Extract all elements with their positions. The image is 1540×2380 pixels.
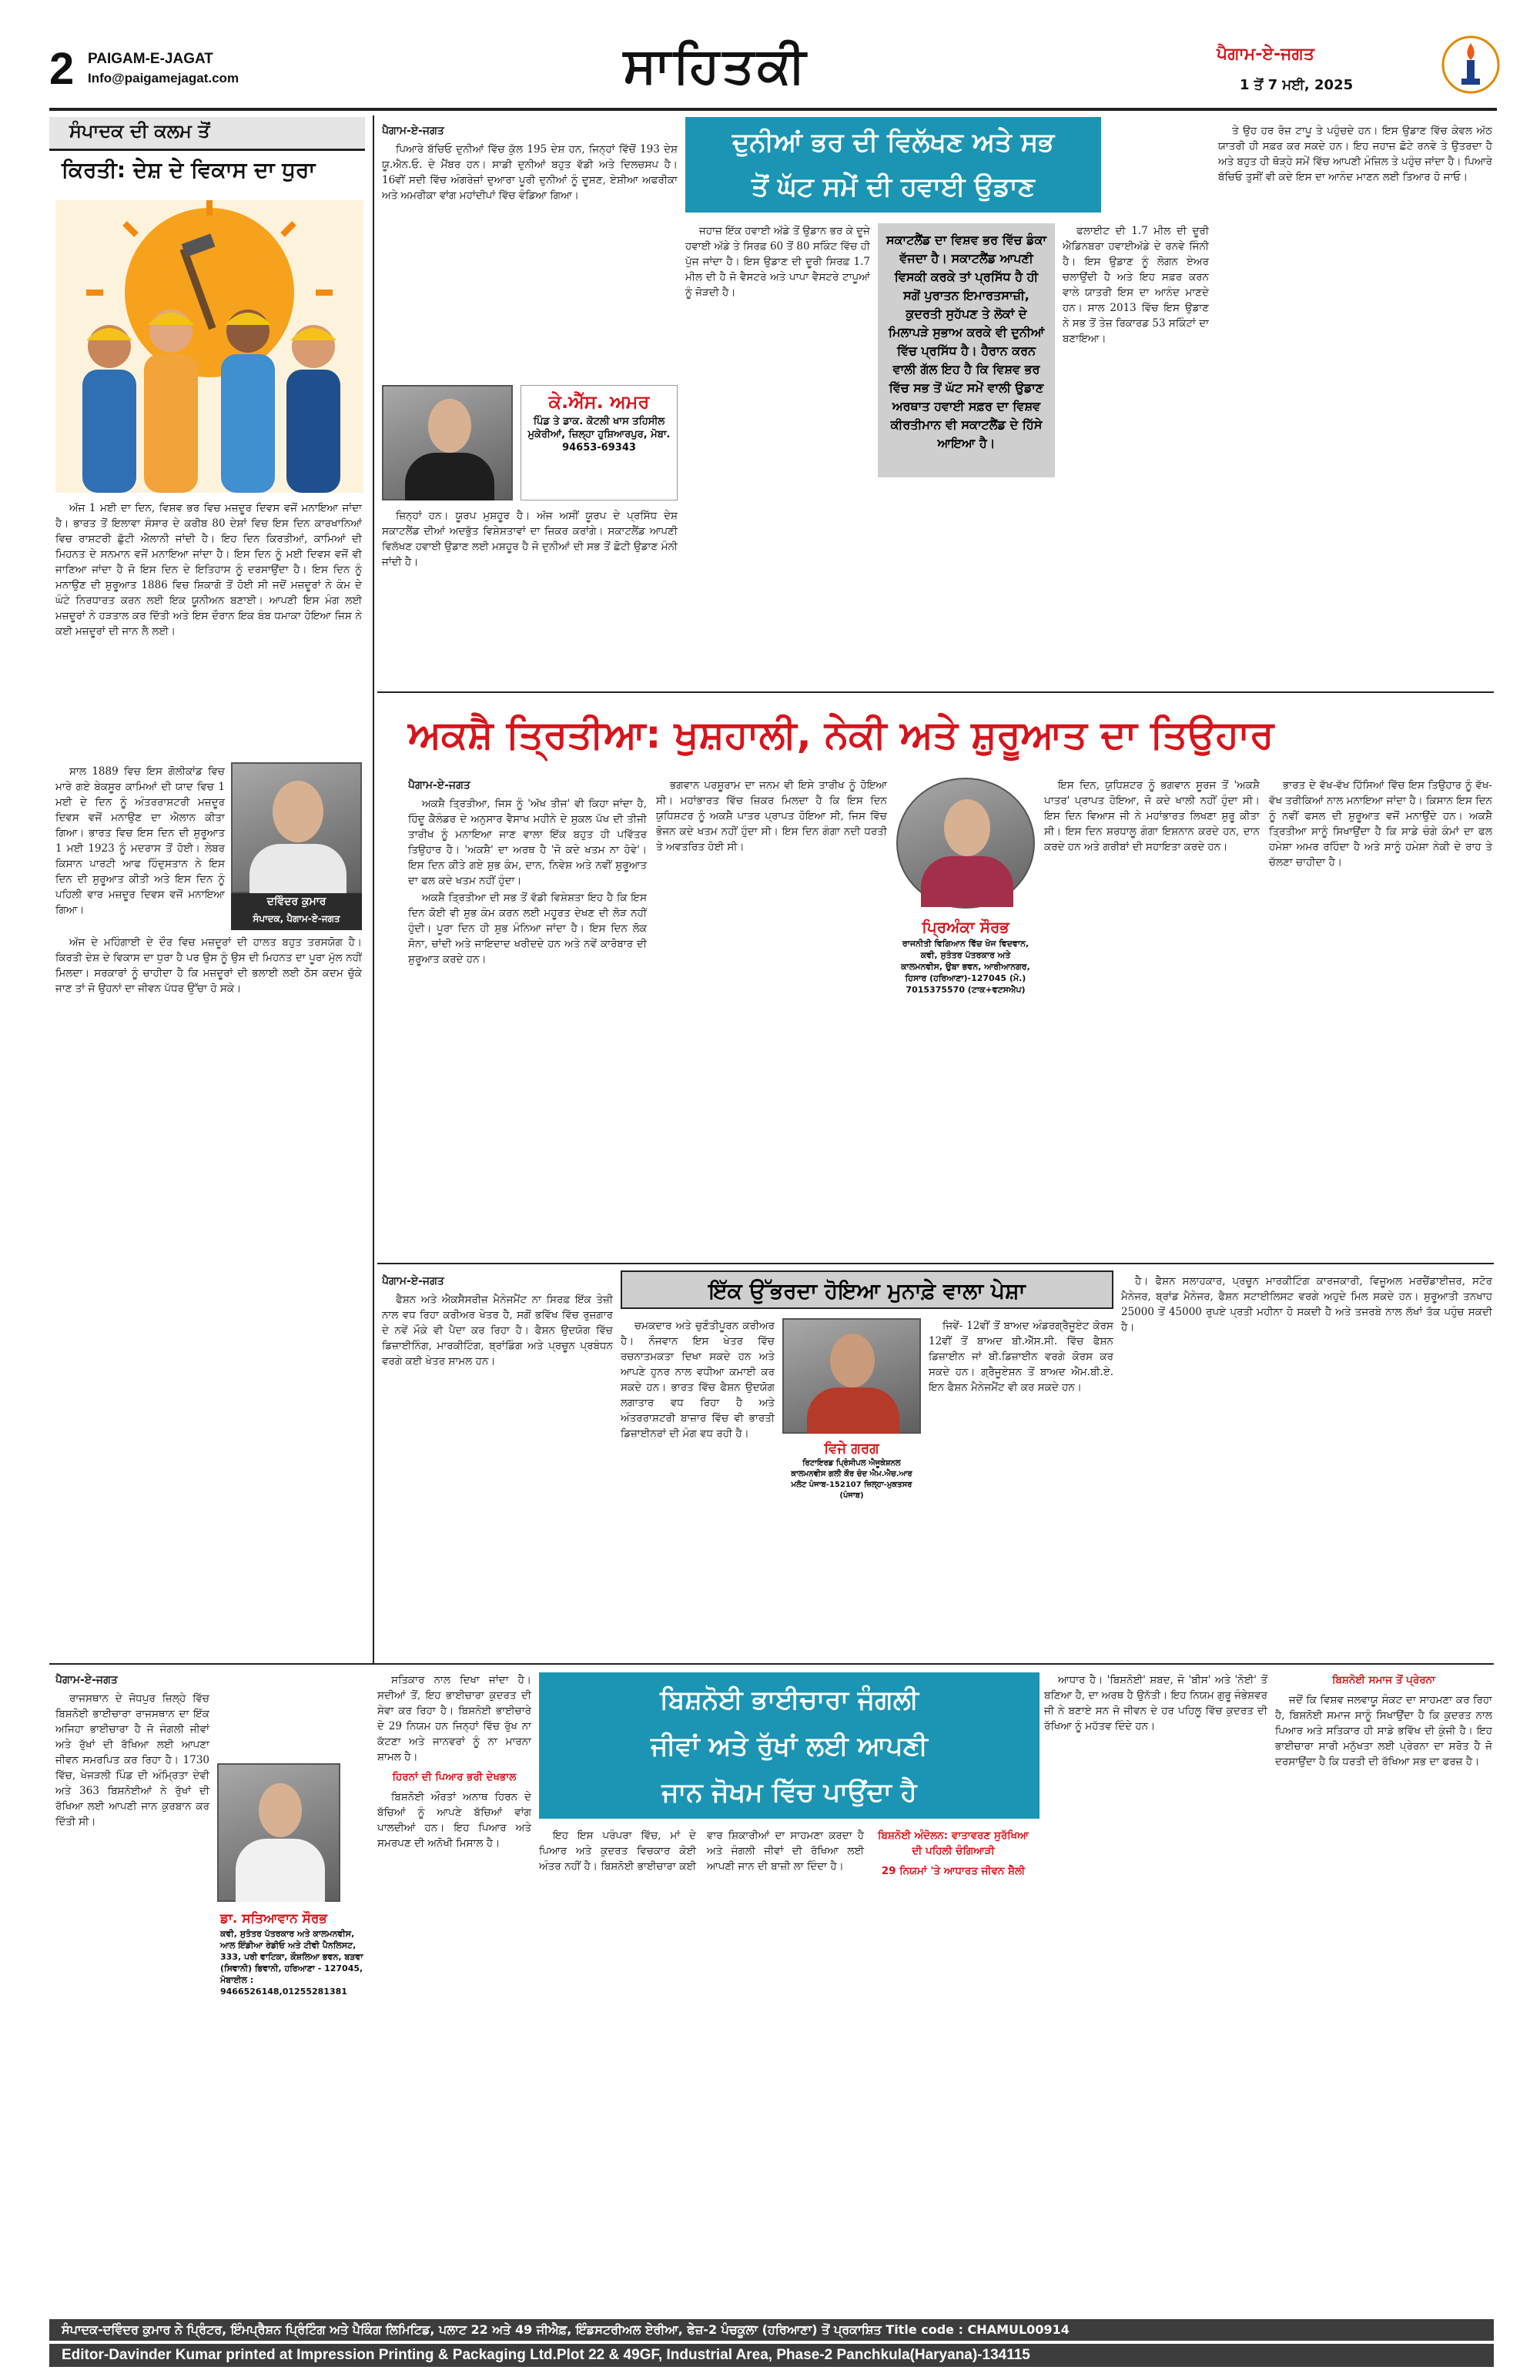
bishnoi-text-3: [539, 1828, 1032, 2305]
fashion-author-details: ਰਿਟਾਇਰਡ ਪ੍ਰਿੰਸੀਪਲ ਐਜੂਕੇਸ਼ਨਲ ਕਾਲਮਨਵੀਸ ਗਲੀ ਕੌਰ ਚੰਦ ਐਮ.ਐਚ.ਆਰ ਮਲੋਟ ਪੰਜਾਬ-152107 ਜ਼ਿਲ੍ਹਾ-ਮੁਕਤਸਰ (ਪੰਜਾਬ): [791, 1459, 912, 1500]
fashion-paragraph: ਜਿਵੇਂ- 12ਵੀਂ ਤੋਂ ਬਾਅਦ ਅੰਡਰਗ੍ਰੈਜੂਏਟ ਕੋਰਸ 12ਵੀਂ ਤੋਂ ਬਾਅਦ ਬੀ.ਐੱਸ.ਸੀ. ਵਿੱਚ ਫੈਸ਼ਨ ਡਿਜ਼ਾਈਨ ਜਾਂ ਬੀ.ਡਿਜ਼ਾਈਨ ਵਰਗੇ ਕੋਰਸ ਕਰ ਸਕਦੇ ਹਨ। ਗ੍ਰੈਜੂਏਸ਼ਨ ਤੋਂ ਬਾਅਦ ਐਮ.ਬੀ.ਏ. ਇਨ ਫੈਸ਼ਨ ਮੈਨੇਜਮੈਂਟ ਵੀ ਕਰ ਸਕਦੇ ਹਨ।: [929, 1320, 1113, 1394]
akshaya-author-box: [896, 913, 1035, 1036]
akshaya-author-details: ਰਾਜਨੀਤੀ ਵਿਗਿਆਨ ਵਿੱਚ ਖੋਜ ਵਿਦਵਾਨ, ਕਵੀ, ਸੁਤੰਤਰ ਪੱਤਰਕਾਰ ਅਤੇ ਕਾਲਮਨਵੀਸ, ਉਬਾ ਭਵਨ, ਆਰੀਆਨਗਰ, ਹਿਸਾਰ (ਹਰਿਆਣਾ)-127045 (ਮੋ.) 7015375570 (ਟਾਕ+ਵਟਸਐਪ): [901, 939, 1030, 995]
footer-printer-line: Editor-Davinder Kumar printed at Impression Printing & Packaging Ltd.Plot 22 & 49GF, Industrial Area, Phase-2 Panchkula(Haryana)-134115: [49, 2344, 1494, 2367]
paper-email[interactable]: Info@paigamejagat.com: [88, 71, 239, 85]
bishnoi-paragraph: ਜਦੋਂ ਕਿ ਵਿਸ਼ਵ ਜਲਵਾਯੂ ਸੰਕਟ ਦਾ ਸਾਹਮਣਾ ਕਰ ਰਿਹਾ ਹੈ, ਬਿਸ਼ਨੋਈ ਸਮਾਜ ਸਾਨੂੰ ਸਿਖਾਉਂਦਾ ਹੈ ਕਿ ਕੁਦਰਤ ਨਾਲ ਪਿਆਰ ਅਤੇ ਸਤਿਕਾਰ ਹੀ ਸਾਡੇ ਭਵਿੱਖ ਦੀ ਕੁੰਜੀ ਹੈ। ਇਹ ਭਾਈਚਾਰਾ ਸਾਰੀ ਮਨੁੱਖਤਾ ਲਈ ਪ੍ਰੇਰਨਾ ਦਾ ਸਰੋਤ ਹੈ ਜੋ ਦਰਸਾਉਂਦਾ ਹੈ ਕਿ ਧਰਤੀ ਦੀ ਰੱਖਿਆ ਸਭ ਦਾ ਫਰਜ਼ ਹੈ।: [1275, 1694, 1492, 1768]
section-rule: [377, 1263, 1494, 1264]
header-brand: ਪੈਗਾਮ-ਏ-ਜਗਤ: [1217, 45, 1314, 64]
bishnoi-author-photo: [217, 1763, 340, 1902]
bishnoi-text-2: [377, 1672, 531, 2304]
flight-byline: ਪੈਗਾਮ-ਏ-ਜਗਤ: [382, 125, 444, 137]
flight-author-details: ਪਿੰਡ ਤੇ ਡਾਕ. ਕੋਟਲੀ ਖਾਸ ਤਹਿਸੀਲ ਮੁਕੇਰੀਆਂ, ਜ਼ਿਲ੍ਹਾ ਹੁਸ਼ਿਆਰਪੁਰ, ਮੋਬਾ. 94653-69343: [527, 416, 671, 454]
fashion-text-1: [382, 1274, 613, 1635]
bishnoi-author-name: ਡਾ. ਸਤਿਆਵਾਨ ਸੌਰਭ: [220, 1911, 327, 1926]
flight-author-name: ਕੇ.ਐੱਸ. ਅਮਰ: [548, 391, 650, 413]
bishnoi-paragraph: ਆਧਾਰ ਹੈ। 'ਬਿਸ਼ਨੋਈ' ਸ਼ਬਦ, ਜੋ 'ਬੀਸ' ਅਤੇ 'ਨੋਈ' ਤੋਂ ਬਣਿਆ ਹੈ, ਦਾ ਅਰਥ ਹੈ ਉਨੱਤੀ। ਇਹ ਨਿਯਮ ਗੁਰੂ ਜੰਭੇਸ਼ਵਰ ਜੀ ਨੇ ਬਣਾਏ ਸਨ ਜੋ ਜੀਵਨ ਦੇ ਹਰ ਪਹਿਲੂ ਵਿੱਚ ਕੁਦਰਤ ਦੀ ਰੱਖਿਆ ਨੂੰ ਮਹੱਤਵ ਦਿੰਦੇ ਹਨ।: [1044, 1674, 1267, 1732]
flight-text-4: [1063, 223, 1209, 685]
page-header: [0, 0, 1540, 115]
akshaya-byline: ਪੈਗਾਮ-ਏ-ਜਗਤ: [408, 779, 470, 792]
flight-paragraph: ਤੇ ਉਹ ਹਰ ਰੋਜ਼ ਟਾਪੂ ਤੇ ਪਹੁੰਚਦੇ ਹਨ। ਇਸ ਉਡਾਣ ਵਿੱਚ ਕੇਵਲ ਅੱਠ ਯਾਤਰੀ ਹੀ ਸਫ਼ਰ ਕਰ ਸਕਦੇ ਹਨ। ਇਹ ਜਹਾਜ਼ ਛੋਟੇ ਰਨਵੇ ਤੇ ਉਤਰਦਾ ਹੈ ਅਤੇ ਬਹੁਤ ਹੀ ਥੋੜ੍ਹੇ ਸਮੇਂ ਵਿੱਚ ਆਪਣੀ ਮੰਜ਼ਿਲ ਤੇ ਪਹੁੰਚ ਜਾਂਦਾ ਹੈ। ਪਿਆਰੇ ਬੱਚਿਓ ਤੁਸੀਂ ਵੀ ਕਦੇ ਇਸ ਦਾ ਆਨੰਦ ਮਾਣਨ ਲਈ ਤਿਆਰ ਹੋ ਜਾਓ।: [1218, 125, 1492, 183]
akshaya-author-name: ਪ੍ਰਿਅੰਕਾ ਸੌਰਭ: [922, 918, 1009, 936]
editorial-paragraph: ਅੱਜ ਦੇ ਮਹਿੰਗਾਈ ਦੇ ਦੌਰ ਵਿਚ ਮਜ਼ਦੂਰਾਂ ਦੀ ਹਾਲਤ ਬਹੁਤ ਤਰਸਯੋਗ ਹੈ। ਕਿਰਤੀ ਦੇਸ਼ ਦੇ ਵਿਕਾਸ ਦਾ ਧੁਰਾ ਹੈ ਪਰ ਉਸ ਨੂੰ ਉਸ ਦੀ ਮਿਹਨਤ ਦਾ ਪੂਰਾ ਮੁੱਲ ਨਹੀਂ ਮਿਲਦਾ। ਸਰਕਾਰਾਂ ਨੂੰ ਚਾਹੀਦਾ ਹੈ ਕਿ ਮਜ਼ਦੂਰਾਂ ਦੀ ਭਲਾਈ ਲਈ ਠੋਸ ਕਦਮ ਚੁੱਕੇ ਜਾਣ ਤਾਂ ਜੋ ਉਹਨਾਂ ਦਾ ਜੀਵਨ ਪੱਧਰ ਉੱਚਾ ਹੋ ਸਕੇ।: [55, 936, 362, 995]
flight-paragraph: ਪਿਆਰੇ ਬੱਚਿਓ ਦੁਨੀਆਂ ਵਿੱਚ ਕੁੱਲ 195 ਦੇਸ਼ ਹਨ, ਜਿਨ੍ਹਾਂ ਵਿੱਚੋਂ 193 ਦੇਸ਼ ਯੂ.ਐਨ.ਓ. ਦੇ ਮੈਂਬਰ ਹਨ। ਸਾਡੀ ਦੁਨੀਆਂ ਬਹੁਤ ਵੱਡੀ ਅਤੇ ਦਿਲਚਸਪ ਹੈ। 16ਵੀਂ ਸਦੀ ਵਿੱਚ ਅੰਗਰੇਜ਼ਾਂ ਦੁਆਰਾ ਪੂਰੀ ਦੁਨੀਆਂ ਨੂੰ ਦੂਸ਼ਣ, ਏਸ਼ੀਆ ਅਫਰੀਕਾ ਅਤੇ ਅਮਰੀਕਾ ਵਾਂਗ ਮਹਾਂਦੀਪਾਂ ਵਿੱਚ ਵੰਡਿਆ ਗਿਆ।: [382, 143, 678, 202]
akshaya-headline: ਅਕਸ਼ੈ ਤ੍ਰਿਤੀਆ: ਖੁਸ਼ਹਾਲੀ, ਨੇਕੀ ਅਤੇ ਸ਼ੁਰੂਆਤ ਦਾ ਤਿਉਹਾਰ: [408, 712, 1274, 757]
akshaya-text-3: [1044, 778, 1260, 1255]
header-date: 1 ਤੋਂ 7 ਮਈ, 2025: [1240, 77, 1354, 93]
section-rule: [377, 691, 1494, 693]
akshaya-author-photo: [896, 778, 1035, 909]
editorial-text-3: [55, 935, 362, 1166]
header-rule: [49, 108, 1497, 111]
fashion-text-3: [929, 1318, 1113, 1634]
bishnoi-headline-line: ਬਿਸ਼ਨੋਈ ਭਾਈਚਾਰਾ ਜੰਗਲੀ: [660, 1685, 919, 1716]
bishnoi-subhead: ਬਿਸ਼ਨੋਈ ਸਮਾਜ ਤੋਂ ਪ੍ਰੇਰਨਾ: [1332, 1674, 1435, 1686]
bishnoi-author-details: ਕਵੀ, ਸੁਤੰਤਰ ਪੱਤਰਕਾਰ ਅਤੇ ਕਾਲਮਨਵੀਸ, ਆਲ ਇੰਡੀਆ ਰੇਡੀਓ ਅਤੇ ਟੀਵੀ ਪੈਨਲਿਸਟ, 333, ਪਰੀ ਵਾਟਿਕਾ, ਕੌਸ਼ਲਿਆ ਭਵਨ, ਬੜਵਾ (ਸਿਵਾਨੀ) ਭਿਵਾਨੀ, ਹਰਿਆਣਾ - 127045, ਮੋਬਾਈਲ : 9466526148,01255281381: [220, 1929, 363, 1997]
section-rule: [49, 1663, 1494, 1665]
akshaya-paragraph: ਅਕਸ਼ੈ ਤ੍ਰਿਤੀਆ, ਜਿਸ ਨੂੰ 'ਅੱਖ ਤੀਜ' ਵੀ ਕਿਹਾ ਜਾਂਦਾ ਹੈ, ਹਿੰਦੂ ਕੈਲੰਡਰ ਦੇ ਅਨੁਸਾਰ ਵੈਸਾਖ ਮਹੀਨੇ ਦੇ ਸ਼ੁਕਲ ਪੱਖ ਦੀ ਤੀਜੀ ਤਾਰੀਖ ਨੂੰ ਮਨਾਇਆ ਜਾਣ ਵਾਲਾ ਇੱਕ ਬਹੁਤ ਹੀ ਪਵਿੱਤਰ ਤਿਉਹਾਰ ਹੈ। 'ਅਕਸ਼ੈ' ਦਾ ਅਰਥ ਹੈ 'ਜੋ ਕਦੇ ਖਤਮ ਨਾ ਹੋਵੇ'। ਇਸ ਦਿਨ ਕੀਤੇ ਗਏ ਸ਼ੁਭ ਕੰਮ, ਦਾਨ, ਨਿਵੇਸ਼ ਅਤੇ ਨਵੀਂ ਸ਼ੁਰੂਆਤ ਦਾ ਫਲ ਕਦੇ ਖਤਮ ਨਹੀਂ ਹੁੰਦਾ।: [408, 798, 647, 887]
fashion-paragraph: ਹੈ। ਫੈਸ਼ਨ ਸਲਾਹਕਾਰ, ਪ੍ਰਚੂਨ ਮਾਰਕੀਟਿੰਗ ਕਾਰਜਕਾਰੀ, ਵਿਜ਼ੂਅਲ ਮਰਚੈਂਡਾਈਜ਼ਰ, ਸਟੋਰ ਮੈਨੇਜਰ, ਬ੍ਰਾਂਡ ਮੈਨੇਜਰ, ਫੈਸ਼ਨ ਸਟਾਈਲਿਸਟ ਵਰਗੇ ਅਹੁਦੇ ਮਿਲ ਸਕਦੇ ਹਨ। ਸ਼ੁਰੂਆਤੀ ਤਨਖਾਹ 25000 ਤੋਂ 45000 ਰੁਪਏ ਪ੍ਰਤੀ ਮਹੀਨਾ ਹੋ ਸਕਦੀ ਹੈ ਅਤੇ ਤਜਰਬੇ ਨਾਲ ਲੱਖਾਂ ਤੱਕ ਪਹੁੰਚ ਸਕਦੀ ਹੈ।: [1121, 1275, 1492, 1334]
editor-photo: [231, 762, 362, 893]
fashion-text-4: [1121, 1274, 1492, 1635]
bishnoi-byline: ਪੈਗਾਮ-ਏ-ਜਗਤ: [55, 1674, 118, 1686]
akshaya-paragraph: ਭਾਰਤ ਦੇ ਵੱਖ-ਵੱਖ ਹਿੱਸਿਆਂ ਵਿੱਚ ਇਸ ਤਿਉਹਾਰ ਨੂੰ ਵੱਖ-ਵੱਖ ਤਰੀਕਿਆਂ ਨਾਲ ਮਨਾਇਆ ਜਾਂਦਾ ਹੈ। ਕਿਸਾਨ ਇਸ ਦਿਨ ਨੂੰ ਨਵੀਂ ਫਸਲ ਦੀ ਸ਼ੁਰੂਆਤ ਵਜੋਂ ਮਨਾਉਂਦੇ ਹਨ। ਅਕਸ਼ੈ ਤ੍ਰਿਤੀਆ ਸਾਨੂੰ ਸਿਖਾਉਂਦਾ ਹੈ ਕਿ ਸਾਡੇ ਚੰਗੇ ਕੰਮਾਂ ਦਾ ਫਲ ਹਮੇਸ਼ਾ ਅਮਰ ਰਹਿੰਦਾ ਹੈ ਅਤੇ ਸਾਨੂੰ ਹਮੇਸ਼ਾ ਨੇਕੀ ਦੇ ਰਾਹ ਤੇ ਚੱਲਣਾ ਚਾਹੀਦਾ ਹੈ।: [1269, 779, 1492, 869]
editorial-text-1: [55, 500, 362, 762]
flight-author-photo: [382, 385, 513, 500]
fashion-author-name: ਵਿਜੇ ਗਰਗ: [824, 1441, 879, 1457]
bishnoi-subhead: ਬਿਸ਼ਨੋਈ ਅੰਦੋਲਨ: ਵਾਤਾਵਰਣ ਸੁਰੱਖਿਆ ਦੀ ਪਹਿਲੀ ਚੰਗਿਆੜੀ: [878, 1829, 1029, 1857]
flight-callout: [878, 223, 1055, 477]
editorial-paragraph: ਅੱਜ 1 ਮਈ ਦਾ ਦਿਨ, ਵਿਸ਼ਵ ਭਰ ਵਿਚ ਮਜ਼ਦੂਰ ਦਿਵਸ ਵਜੋਂ ਮਨਾਇਆ ਜਾਂਦਾ ਹੈ। ਭਾਰਤ ਤੋਂ ਇਲਾਵਾ ਸੰਸਾਰ ਦੇ ਕਰੀਬ 80 ਦੇਸ਼ਾਂ ਵਿਚ ਇਸ ਦਿਨ ਕਾਰਖਾਨਿਆਂ ਵਿਚ ਰਾਸ਼ਟਰੀ ਛੁੱਟੀ ਐਲਾਨੀ ਜਾਂਦੀ ਹੈ। ਇਹ ਦਿਨ ਕਿਰਤੀਆਂ, ਕਾਮਿਆਂ ਦੀ ਮਿਹਨਤ ਦੇ ਸਨਮਾਨ ਵਜੋਂ ਮਨਾਇਆ ਜਾਂਦਾ ਹੈ। ਇਸ ਦਿਨ ਨੂੰ ਮਈ ਦਿਵਸ ਵਜੋਂ ਵੀ ਜਾਣਿਆ ਜਾਂਦਾ ਹੈ ਜੋ ਇਸ ਦਿਨ ਦੇ ਇਤਿਹਾਸ ਨੂੰ ਦਰਸਾਉਂਦਾ ਹੈ। ਇਸ ਦਿਨ ਨੂੰ ਮਨਾਉਣ ਦੀ ਸ਼ੁਰੂਆਤ 1886 ਵਿਚ ਸ਼ਿਕਾਗੋ ਤੋਂ ਹੋਈ ਸੀ ਜਦੋਂ ਮਜ਼ਦੂਰਾਂ ਨੇ ਕੰਮ ਦੇ ਘੰਟੇ ਨਿਰਧਾਰਤ ਕਰਨ ਲਈ ਇਕ ਯੂਨੀਅਨ ਬਣਾਈ। ਆਪਣੀ ਇਸ ਮੰਗ ਲਈ ਮਜ਼ਦੂਰਾਂ ਨੇ ਹੜਤਾਲ ਕਰ ਦਿੱਤੀ ਅਤੇ ਇਸ ਦੌਰਾਨ ਇਕ ਬੰਬ ਧਮਾਕਾ ਹੋਇਆ ਜਿਸ ਨੇ ਕਈ ਮਜ਼ਦੂਰਾਂ ਦੀ ਜਾਨ ਲੈ ਲਈ।: [55, 502, 362, 638]
torch-logo-icon: [1440, 34, 1502, 95]
editorial-paragraph: ਸਾਲ 1889 ਵਿਚ ਇਸ ਗੋਲੀਕਾਂਡ ਵਿਚ ਮਾਰੇ ਗਏ ਬੇਕਸੂਰ ਕਾਮਿਆਂ ਦੀ ਯਾਦ ਵਿਚ 1 ਮਈ ਦੇ ਦਿਨ ਨੂੰ ਅੰਤਰਰਾਸ਼ਟਰੀ ਮਜ਼ਦੂਰ ਦਿਵਸ ਵਜੋਂ ਮਨਾਉਣ ਦਾ ਐਲਾਨ ਕੀਤਾ ਗਿਆ। ਭਾਰਤ ਵਿਚ ਇਸ ਦਿਨ ਦੀ ਸ਼ੁਰੂਆਤ 1 ਮਈ 1923 ਨੂੰ ਮਦਰਾਸ ਤੋਂ ਹੋਈ। ਲੇਬਰ ਕਿਸਾਨ ਪਾਰਟੀ ਆਫ ਹਿੰਦੁਸਤਾਨ ਨੇ ਇਸ ਦਿਨ ਦੀ ਸ਼ੁਰੂਆਤ ਕੀਤੀ ਅਤੇ ਇਸ ਦਿਨ ਨੂੰ ਪਹਿਲੀ ਵਾਰ ਮਜ਼ਦੂਰ ਦਿਵਸ ਵਜੋਂ ਮਨਾਇਆ ਗਿਆ।: [55, 765, 225, 916]
section-title: ਸਾਹਿਤਕੀ: [623, 37, 809, 95]
footer-publisher-line: ਸੰਪਾਦਕ-ਦਵਿੰਦਰ ਕੁਮਾਰ ਨੇ ਪ੍ਰਿੰਟਰ, ਇੰਮਪ੍ਰੈਸ਼ਨ ਪ੍ਰਿੰਟਿੰਗ ਅਤੇ ਪੈਕਿੰਗ ਲਿਮਿਟਿਡ, ਪਲਾਟ 22 ਅਤੇ 49 ਜੀਐਫ਼, ਇੰਡਸਟਰੀਅਲ ਏਰੀਆ, ਫੇਜ਼-2 ਪੰਚਕੂਲਾ (ਹਰਿਆਣਾ) ਤੋਂ ਪ੍ਰਕਾਸ਼ਿਤ Title code : CHAMUL00914: [49, 2319, 1494, 2341]
akshaya-paragraph: ਅਕਸ਼ੈ ਤ੍ਰਿਤੀਆ ਦੀ ਸਭ ਤੋਂ ਵੱਡੀ ਵਿਸ਼ੇਸ਼ਤਾ ਇਹ ਹੈ ਕਿ ਇਸ ਦਿਨ ਕੋਈ ਵੀ ਸ਼ੁਭ ਕੰਮ ਕਰਨ ਲਈ ਮਹੂਰਤ ਦੇਖਣ ਦੀ ਲੋੜ ਨਹੀਂ ਹੁੰਦੀ। ਪੂਰਾ ਦਿਨ ਹੀ ਸ਼ੁਭ ਮੰਨਿਆ ਜਾਂਦਾ ਹੈ। ਇਸ ਦਿਨ ਲੋਕ ਸੋਨਾ, ਚਾਂਦੀ ਅਤੇ ਜਾਇਦਾਦ ਖਰੀਦਦੇ ਹਨ ਅਤੇ ਨਵੇਂ ਕਾਰੋਬਾਰ ਦੀ ਸ਼ੁਰੂਆਤ ਕਰਦੇ ਹਨ।: [408, 892, 647, 966]
bishnoi-author-box: [217, 1906, 368, 2037]
editorial-banner-label: ਸੰਪਾਦਕ ਦੀ ਕਲਮ ਤੋਂ: [69, 120, 210, 142]
fashion-paragraph: ਫੈਸ਼ਨ ਅਤੇ ਐਕਸੈਸਰੀਜ਼ ਮੈਨੇਜਮੈਂਟ ਨਾ ਸਿਰਫ਼ ਇੱਕ ਤੇਜ਼ੀ ਨਾਲ ਵਧ ਰਿਹਾ ਕਰੀਅਰ ਖੇਤਰ ਹੈ, ਸਗੋਂ ਭਵਿੱਖ ਵਿੱਚ ਰੁਜ਼ਗਾਰ ਦੇ ਨਵੇਂ ਮੌਕੇ ਵੀ ਪੈਦਾ ਕਰ ਰਿਹਾ ਹੈ। ਫੈਸ਼ਨ ਉਦਯੋਗ ਵਿੱਚ ਡਿਜ਼ਾਈਨਿੰਗ, ਮਾਰਕੀਟਿੰਗ, ਬ੍ਰਾਂਡਿੰਗ ਅਤੇ ਪ੍ਰਚੂਨ ਪ੍ਰਬੰਧਨ ਵਰਗੇ ਕਈ ਖੇਤਰ ਸ਼ਾਮਲ ਹਨ।: [382, 1294, 613, 1367]
bishnoi-paragraph: ਰਾਜਸਥਾਨ ਦੇ ਜੋਧਪੁਰ ਜ਼ਿਲ੍ਹੇ ਵਿੱਚ ਬਿਸ਼ਨੋਈ ਭਾਈਚਾਰਾ ਰਾਜਸਥਾਨ ਦਾ ਇੱਕ ਅਜਿਹਾ ਭਾਈਚਾਰਾ ਹੈ ਜੋ ਜੰਗਲੀ ਜੀਵਾਂ ਅਤੇ ਰੁੱਖਾਂ ਦੀ ਰੱਖਿਆ ਲਈ ਆਪਣਾ ਜੀਵਨ ਸਮਰਪਿਤ ਕਰ ਰਿਹਾ ਹੈ। 1730 ਵਿੱਚ, ਖੇਜੜਲੀ ਪਿੰਡ ਦੀ ਅੰਮ੍ਰਿਤਾ ਦੇਵੀ ਅਤੇ 363 ਬਿਸ਼ਨੋਈਆਂ ਨੇ ਰੁੱਖਾਂ ਦੀ ਰੱਖਿਆ ਲਈ ਆਪਣੀ ਜਾਨ ਕੁਰਬਾਨ ਕਰ ਦਿੱਤੀ ਸੀ।: [55, 1692, 209, 1828]
bishnoi-text-1: [55, 1672, 209, 2304]
fashion-headline: ਇੱਕ ਉੱਭਰਦਾ ਹੋਇਆ ਮੁਨਾਫ਼ੇ ਵਾਲਾ ਪੇਸ਼ਾ: [621, 1270, 1113, 1309]
editor-caption: [231, 893, 362, 930]
bishnoi-paragraph: ਇਹ ਇਸ ਪਰੰਪਰਾ ਵਿੱਚ, ਮਾਂ ਦੇ ਪਿਆਰ ਅਤੇ ਕੁਦਰਤ ਵਿਚਕਾਰ ਕੋਈ ਅੰਤਰ ਨਹੀਂ ਹੈ। ਬਿਸ਼ਨੋਈ ਭਾਈਚਾਰਾ ਕਈ ਵਾਰ ਸ਼ਿਕਾਰੀਆਂ ਦਾ ਸਾਹਮਣਾ ਕਰਦਾ ਹੈ ਅਤੇ ਜੰਗਲੀ ਜੀਵਾਂ ਦੀ ਰੱਖਿਆ ਲਈ ਆਪਣੀ ਜਾਨ ਦੀ ਬਾਜ਼ੀ ਲਾ ਦਿੰਦਾ ਹੈ।: [539, 1829, 864, 1873]
flight-headline-line: ਤੋਂ ਘੱਟ ਸਮੇਂ ਦੀ ਹਵਾਈ ਉਡਾਣ: [752, 172, 1035, 203]
workers-illustration-icon: [55, 200, 363, 493]
flight-paragraph: ਜ਼ਿਨ੍ਹਾਂ ਹਨ। ਯੂਰਪ ਮੁਸ਼ਹੂਰ ਹੈ। ਅੱਜ ਅਸੀਂ ਯੂਰਪ ਦੇ ਪ੍ਰਸਿੱਧ ਦੇਸ਼ ਸਕਾਟਲੈਂਡ ਦੀਆਂ ਅਦਭੁੱਤ ਵਿਸ਼ੇਸ਼ਤਾਵਾਂ ਦਾ ਜ਼ਿਕਰ ਕਰਾਂਗੇ। ਸਕਾਟਲੈਂਡ ਆਪਣੀ ਵਿਲੱਖਣ ਹਵਾਈ ਉਡਾਣ ਲਈ ਮਸ਼ਹੂਰ ਹੈ ਜੋ ਦੁਨੀਆਂ ਦੀ ਸਭ ਤੋਂ ਛੋਟੀ ਉਡਾਣ ਮੰਨੀ ਜਾਂਦੀ ਹੈ।: [382, 510, 678, 568]
bishnoi-text-4: [1044, 1672, 1267, 2304]
akshaya-paragraph: ਇਸ ਦਿਨ, ਯੁਧਿਸ਼ਟਰ ਨੂੰ ਭਗਵਾਨ ਸੂਰਜ ਤੋਂ 'ਅਕਸ਼ੈ ਪਾਤਰ' ਪ੍ਰਾਪਤ ਹੋਇਆ, ਜੋ ਕਦੇ ਖਾਲੀ ਨਹੀਂ ਹੁੰਦਾ ਸੀ। ਇਸ ਦਿਨ ਵਿਆਸ ਜੀ ਨੇ ਮਹਾਂਭਾਰਤ ਲਿਖਣਾ ਸ਼ੁਰੂ ਕੀਤਾ ਸੀ। ਇਸ ਦਿਨ ਸ਼ਰਧਾਲੂ ਗੰਗਾ ਇਸ਼ਨਾਨ ਕਰਦੇ ਹਨ, ਦਾਨ ਕਰਦੇ ਹਨ ਅਤੇ ਗਰੀਬਾਂ ਦੀ ਸਹਾਇਤਾ ਕਰਦੇ ਹਨ।: [1044, 779, 1260, 853]
flight-headline: [685, 117, 1101, 213]
bishnoi-paragraph: ਸਤਿਕਾਰ ਨਾਲ ਦਿਖਾ ਜਾਂਦਾ ਹੈ। ਸਦੀਆਂ ਤੋਂ, ਇਹ ਭਾਈਚਾਰਾ ਕੁਦਰਤ ਦੀ ਸੇਵਾ ਕਰ ਰਿਹਾ ਹੈ। ਬਿਸ਼ਨੋਈ ਭਾਈਚਾਰੇ ਦੇ 29 ਨਿਯਮ ਹਨ ਜਿਨ੍ਹਾਂ ਵਿੱਚ ਰੁੱਖ ਨਾ ਕੱਟਣਾ ਅਤੇ ਜਾਨਵਰਾਂ ਨੂੰ ਨਾ ਮਾਰਨਾ ਸ਼ਾਮਲ ਹੈ।: [377, 1674, 531, 1763]
fashion-byline: ਪੈਗਾਮ-ਏ-ਜਗਤ: [382, 1275, 444, 1287]
bishnoi-headline-line: ਜੀਵਾਂ ਅਤੇ ਰੁੱਖਾਂ ਲਈ ਆਪਣੀ: [651, 1731, 928, 1762]
bishnoi-paragraph: ਬਿਸ਼ਨੋਈ ਔਰਤਾਂ ਅਨਾਥ ਹਿਰਨ ਦੇ ਬੱਚਿਆਂ ਨੂੰ ਆਪਣੇ ਬੱਚਿਆਂ ਵਾਂਗ ਪਾਲਦੀਆਂ ਹਨ। ਇਹ ਪਿਆਰ ਅਤੇ ਸਮਰਪਣ ਦੀ ਅਨੋਖੀ ਮਿਸਾਲ ਹੈ।: [377, 1791, 531, 1849]
akshaya-paragraph: ਭਗਵਾਨ ਪਰਸ਼ੂਰਾਮ ਦਾ ਜਨਮ ਵੀ ਇਸੇ ਤਾਰੀਖ ਨੂੰ ਹੋਇਆ ਸੀ। ਮਹਾਂਭਾਰਤ ਵਿੱਚ ਜ਼ਿਕਰ ਮਿਲਦਾ ਹੈ ਕਿ ਇਸ ਦਿਨ ਯੁਧਿਸ਼ਟਰ ਨੂੰ ਅਕਸ਼ੈ ਪਾਤਰ ਪ੍ਰਾਪਤ ਹੋਇਆ ਸੀ, ਜਿਸ ਵਿੱਚ ਭੋਜਨ ਕਦੇ ਖਤਮ ਨਹੀਂ ਹੁੰਦਾ ਸੀ। ਇਸ ਦਿਨ ਗੰਗਾ ਨਦੀ ਧਰਤੀ ਤੇ ਅਵਤਰਿਤ ਹੋਈ ਸੀ।: [656, 779, 887, 853]
flight-text-2: [382, 508, 678, 685]
akshaya-text-2: [656, 778, 887, 1255]
flight-text-3: [685, 223, 870, 685]
flight-paragraph: ਜਹਾਜ਼ ਇੱਕ ਹਵਾਈ ਅੱਡੇ ਤੋਂ ਉਡਾਨ ਭਰ ਕੇ ਦੂਜੇ ਹਵਾਈ ਅੱਡੇ ਤੇ ਸਿਰਫ਼ 60 ਤੋਂ 80 ਸਕਿੰਟ ਵਿੱਚ ਹੀ ਪੁੱਜ ਜਾਂਦਾ ਹੈ। ਇਸ ਉਡਾਣ ਦੀ ਦੂਰੀ ਸਿਰਫ਼ 1.7 ਮੀਲ ਦੀ ਹੈ ਜੋ ਵੈਸਟਰੇ ਅਤੇ ਪਾਪਾ ਵੈਸਟਰੇ ਟਾਪੂਆਂ ਨੂੰ ਜੋੜਦੀ ਹੈ।: [685, 225, 870, 299]
fashion-author-box: [782, 1437, 921, 1521]
bishnoi-subhead: 29 ਨਿਯਮਾਂ 'ਤੇ ਆਧਾਰਤ ਜੀਵਨ ਸ਼ੈਲੀ: [881, 1865, 1026, 1877]
editorial-title: ਕਿਰਤੀ: ਦੇਸ਼ ਦੇ ਵਿਕਾਸ ਦਾ ਧੁਰਾ: [62, 157, 316, 182]
paper-name: PAIGAM-E-JAGAT: [88, 51, 213, 67]
flight-text-5: [1218, 123, 1492, 685]
flight-author-box: [521, 385, 678, 500]
flight-headline-line: ਦੁਨੀਆਂ ਭਰ ਦੀ ਵਿਲੱਖਣ ਅਤੇ ਸਭ: [732, 127, 1055, 158]
flight-callout-text: ਸਕਾਟਲੈਂਡ ਦਾ ਵਿਸ਼ਵ ਭਰ ਵਿੱਚ ਡੰਕਾ ਵੱਜਦਾ ਹੈ। ਸਕਾਟਲੈਂਡ ਆਪਣੀ ਵਿਸਕੀ ਕਰਕੇ ਤਾਂ ਪ੍ਰਸਿੱਧ ਹੈ ਹੀ ਸਗੋਂ ਪੁਰਾਤਨ ਇਮਾਰਤਸਾਜ਼ੀ, ਕੁਦਰਤੀ ਸੁਹੱਪਣ ਤੇ ਲੋਕਾਂ ਦੇ ਮਿਲਾਪੜੇ ਸੁਭਾਅ ਕਰਕੇ ਵੀ ਦੁਨੀਆਂ ਵਿੱਚ ਪ੍ਰਸਿੱਧ ਹੈ। ਹੈਰਾਨ ਕਰਨ ਵਾਲੀ ਗੱਲ ਇਹ ਹੈ ਕਿ ਵਿਸ਼ਵ ਭਰ ਵਿੱਚ ਸਭ ਤੋਂ ਘੱਟ ਸਮੇਂ ਵਾਲੀ ਉਡਾਣ ਅਰਥਾਤ ਹਵਾਈ ਸਫ਼ਰ ਦਾ ਵਿਸ਼ਵ ਕੀਰਤੀਮਾਨ ਵੀ ਸਕਾਟਲੈਂਡ ਦੇ ਹਿੱਸੇ ਆਇਆ ਹੈ।: [886, 233, 1047, 450]
editorial-banner: [49, 117, 365, 151]
fashion-author-photo: [782, 1318, 921, 1434]
bishnoi-headline: [539, 1672, 1040, 1819]
fashion-paragraph: ਚਮਕਦਾਰ ਅਤੇ ਚੁਣੌਤੀਪੂਰਨ ਕਰੀਅਰ ਹੈ। ਨੌਜਵਾਨ ਇਸ ਖੇਤਰ ਵਿੱਚ ਰਚਨਾਤਮਕਤਾ ਦਿਖਾ ਸਕਦੇ ਹਨ ਅਤੇ ਆਪਣੇ ਹੁਨਰ ਨਾਲ ਵਧੀਆ ਕਮਾਈ ਕਰ ਸਕਦੇ ਹਨ। ਭਾਰਤ ਵਿੱਚ ਫੈਸ਼ਨ ਉਦਯੋਗ ਲਗਾਤਾਰ ਵਧ ਰਿਹਾ ਹੈ ਅਤੇ ਅੰਤਰਰਾਸ਼ਟਰੀ ਬਾਜ਼ਾਰ ਵਿੱਚ ਵੀ ਭਾਰਤੀ ਡਿਜ਼ਾਈਨਰਾਂ ਦੀ ਮੰਗ ਵਧ ਰਹੀ ਹੈ।: [621, 1320, 775, 1440]
bishnoi-subhead: ਹਿਰਨਾਂ ਦੀ ਪਿਆਰ ਭਰੀ ਦੇਖਭਾਲ: [392, 1771, 517, 1783]
akshaya-text-1: [408, 778, 647, 1255]
column-rule: [373, 115, 374, 1663]
flight-text-1: [382, 123, 678, 385]
akshaya-text-4: [1269, 778, 1492, 1255]
bishnoi-headline-line: ਜਾਨ ਜੋਖਮ ਵਿੱਚ ਪਾਉਂਦਾ ਹੈ: [661, 1777, 917, 1808]
bishnoi-text-5: [1275, 1672, 1492, 2304]
editorial-text-2: [55, 764, 225, 933]
flight-paragraph: ਫਲਾਈਟ ਦੀ 1.7 ਮੀਲ ਦੀ ਦੂਰੀ ਐਡਿਨਬਰਾ ਹਵਾਈਅੱਡੇ ਦੇ ਰਨਵੇ ਜਿੰਨੀ ਹੈ। ਇਸ ਉਡਾਣ ਨੂੰ ਲੋਗਨ ਏਅਰ ਚਲਾਉਂਦੀ ਹੈ ਅਤੇ ਇਹ ਸਫ਼ਰ ਕਰਨ ਵਾਲੇ ਯਾਤਰੀ ਇਸ ਦਾ ਆਨੰਦ ਮਾਣਦੇ ਹਨ। ਸਾਲ 2013 ਵਿੱਚ ਇਸ ਉਡਾਣ ਨੇ ਸਭ ਤੋਂ ਤੇਜ਼ ਰਿਕਾਰਡ 53 ਸਕਿੰਟਾਂ ਦਾ ਬਣਾਇਆ।: [1063, 225, 1209, 345]
editor-name: ਦਵਿੰਦਰ ਕੁਮਾਰ: [266, 895, 326, 908]
fashion-text-2: [621, 1318, 775, 1634]
page-number: 2: [49, 44, 75, 94]
editor-role: ਸੰਪਾਦਕ, ਪੈਗਾਮ-ਏ-ਜਗਤ: [253, 913, 340, 924]
